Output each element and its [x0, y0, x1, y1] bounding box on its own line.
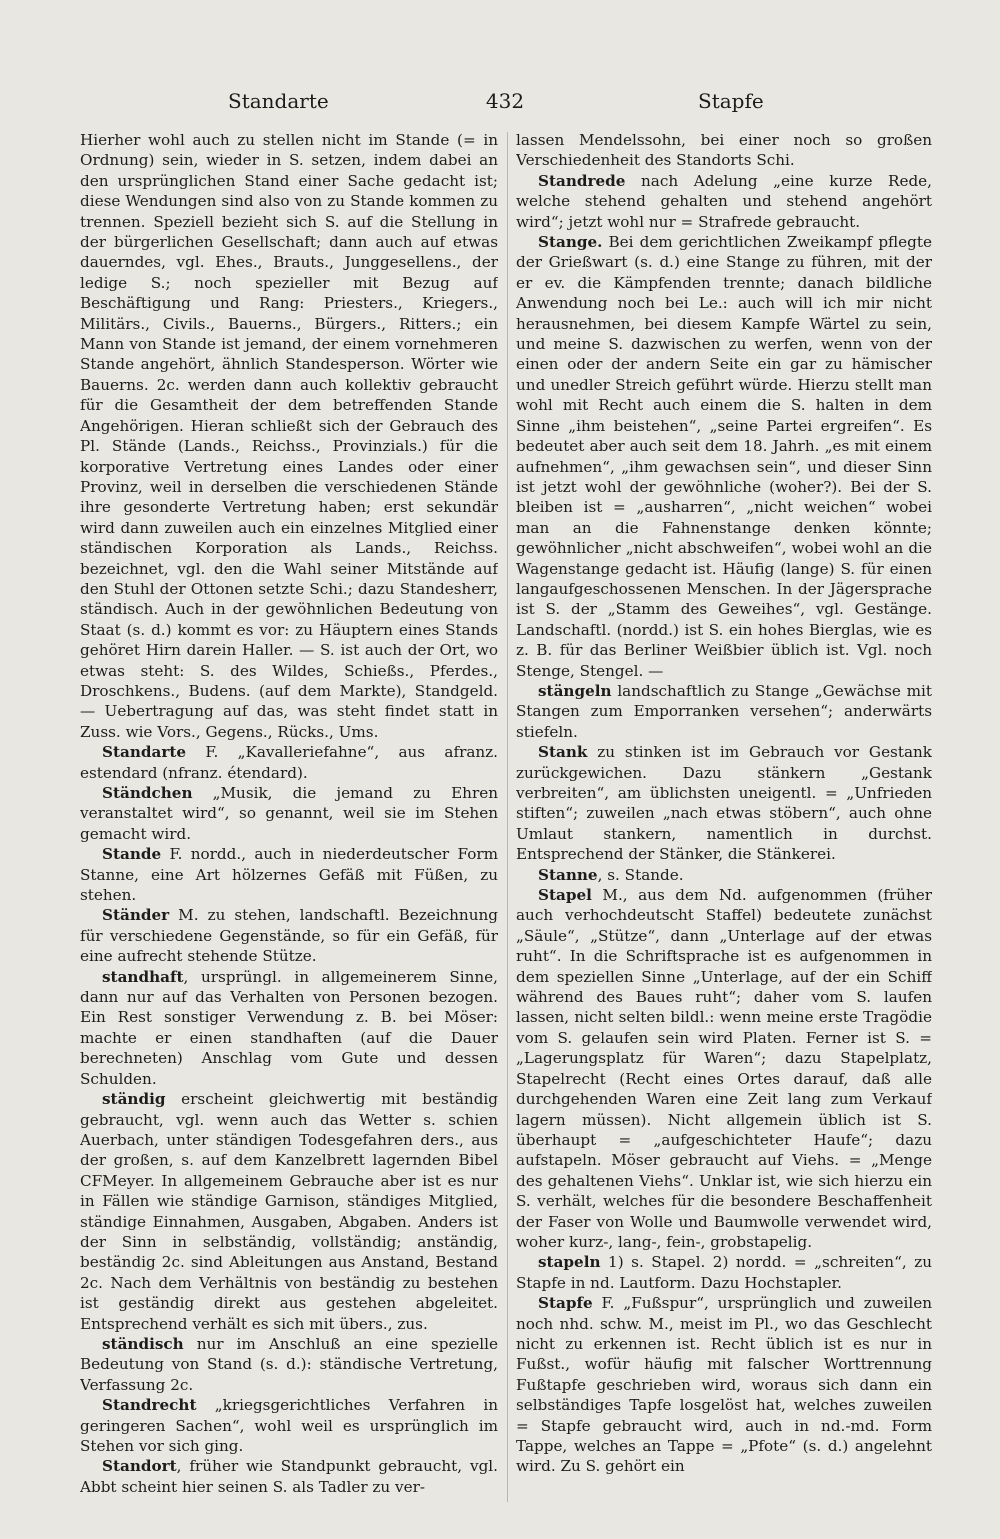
dictionary-entry: [80, 905, 498, 966]
dictionary-entry: [516, 1252, 932, 1293]
dictionary-entry: [516, 1293, 932, 1477]
entry-lemma: Ständchen: [102, 784, 193, 802]
entry-text: Hierher wohl auch zu stellen nicht im Stande (= in Ordnung) sein, wieder in S. setzen, indem dabei an den ursprünglichen Stand einer Sache gedacht ist; diese Wendungen sind also von zu Stande kommen zu trennen. Speziell bezieht sich S. auf die Stellung in der bürgerlichen Gesellschaft; dann auch auf etwas dauerndes, vgl. Ehes., Brauts., Junggesellens., der ledige S.; noch spezieller mit Bezug auf Beschäftigung und Rang: Priesters., Kriegers., Militärs., Civils., Bauerns., Bürgers., Ritters.; ein Mann von Stande ist jemand, der einem vornehmeren Stande angehört, ähnlich Standesperson. Wörter wie Bauerns. 2c. werden dann auch kollektiv gebraucht für die Gesamtheit der dem betreffenden Stande Angehörigen. Hieran schließt sich der Gebrauch des Pl. Stände (Lands., Reichss., Provinzials.) für die korporative Vertretung eines Landes oder einer Provinz, weil in derselben die verschiedenen Stände ihre gesonderte Vertretung haben; erst sekundär wird dann zuweilen auch ein einzelnes Mitglied einer ständischen Korporation als Lands., Reichss. bezeichnet, vgl. den die Wahl seiner Mitstände auf den Stuhl der Ottonen setzte Schi.; dazu Standesherr, ständisch. Auch in der gewöhnlichen Bedeutung von Staat (s. d.) kommt es vor: zu Häuptern eines Stands gehöret Hirn darein Haller. — S. ist auch der Ort, wo etwas steht: S. des Wildes, Schießs., Pferdes., Droschkens., Budens. (auf dem Markte), Standgeld. — Uebertragung auf das, was steht findet statt in Zuss. wie Vors., Gegens., Rücks., Ums.: [80, 131, 498, 741]
entry-lemma: Standrede: [538, 171, 626, 190]
column-divider: [507, 132, 508, 1502]
entry-lemma: ständig: [102, 1090, 166, 1109]
dictionary-entry: [516, 232, 932, 681]
right-column: [516, 130, 932, 1505]
dictionary-entry: [516, 681, 932, 742]
entry-text: F. nordd., auch in niederdeutscher Form Stanne, eine Art hölzernes Gefäß mit Füßen, zu stehen.: [80, 845, 498, 905]
dictionary-entry: [80, 1334, 498, 1395]
entry-text: M. zu stehen, landschaftl. Bezeichnung für verschiedene Gegenstände, so für ein Gefäß, für eine aufrecht stehende Stütze.: [80, 906, 498, 966]
entry-text: Bei dem gerichtlichen Zweikampf pflegte der Grießwart (s. d.) eine Stange zu führen, mit der er ev. die Kämpfenden trennte; danach bildliche Anwendung noch bei Le.: auch will ich mir nicht herausnehmen, bei diesem Kampfe Wärtel zu sein, und meine S. dazwischen zu werfen, wenn von der einen oder der andern Seite ein gar zu hämischer und unedler Streich geführt würde. Hierzu stellt man wohl mit Recht auch einem die S. halten in dem Sinne „ihm beistehen“, „seine Partei ergreifen“. Es bedeutet aber auch seit dem 18. Jahrh. „es mit einem aufnehmen“, „ihm gewachsen sein“, und dieser Sinn ist jetzt wohl der gewöhnliche (woher?). Bei der S. bleiben ist = „ausharren“, „nicht weichen“ wobei man an die Fahnenstange denken könnte; gewöhnlicher „nicht abschweifen“, wobei wohl an die Wagenstange gedacht ist. Häufig (lange) S. für einen langaufgeschossenen Menschen. In der Jägersprache ist S. der „Stamm des Geweihes“, vgl. Gestänge. Landschaftl. (nordd.) ist S. ein hohes Bierglas, wie es z. B. für das Berliner Weißbier üblich ist. Vgl. noch Stenge, Stengel. —: [516, 233, 932, 680]
header-right-keyword: Stapfe: [698, 89, 764, 113]
entry-lemma: Stapfe: [538, 1294, 593, 1313]
dictionary-entry: [516, 885, 932, 1252]
entry-text: erscheint gleichwertig mit beständig gebraucht, vgl. wenn auch das Wetter s. schien Auerbach, unter ständigen Todesgefahren ders., aus der großen, s. auf dem Kanzelbrett lagernden Bibel CFMeyer. In allgemeinem Gebrauche aber ist es nur in Fällen wie ständige Garnison, ständiges Mitglied, ständige Einnahmen, Ausgaben, Abgaben. Anders ist der Sinn in selbständig, vollständig; anständig, beständig 2c. sind Ableitungen aus Anstand, Bestand 2c. Nach dem Verhältnis von beständig zu bestehen ist geständig direkt aus gestehen abgeleitet. Entsprechend verhält es sich mit übers., zus.: [80, 1090, 498, 1333]
entry-text: landschaftlich zu Stange „Gewächse mit Stangen zum Emporranken versehen“; anderwärts stiefeln.: [516, 681, 932, 741]
dictionary-entry: [516, 865, 932, 885]
entry-text: „kriegsgerichtliches Verfahren in geringeren Sachen“, wohl weil es ursprünglich im Stehen vor sich ging.: [80, 1396, 498, 1455]
entry-lemma: ständisch: [102, 1334, 184, 1353]
entry-text: lassen Mendelssohn, bei einer noch so großen Verschiedenheit des Standorts Schi.: [516, 131, 932, 170]
entry-text: F. „Kavalleriefahne“, aus afranz. estendard (nfranz. étendard).: [80, 743, 498, 782]
entry-lemma: Standrecht: [102, 1396, 197, 1415]
dictionary-entry: [80, 130, 498, 742]
entry-text: „Musik, die jemand zu Ehren veranstaltet wird“, so genannt, weil sie im Stehen gemacht wird.: [80, 784, 498, 843]
entry-lemma: Standarte: [102, 743, 187, 762]
entry-lemma: stängeln: [538, 681, 612, 700]
page-number: 432: [485, 89, 525, 113]
left-column: [80, 130, 498, 1505]
dictionary-entry: [80, 1456, 498, 1497]
entry-lemma: Stanne: [538, 865, 598, 884]
entry-lemma: Standort: [102, 1457, 177, 1476]
dictionary-entry: [516, 171, 932, 232]
entry-text: nach Adelung „eine kurze Rede, welche stehend gehalten und stehend angehört wird“; jetzt wohl nur = Strafrede gebraucht.: [516, 171, 932, 231]
entry-lemma: Stange.: [538, 233, 603, 252]
entry-lemma: Stande: [102, 845, 162, 864]
dictionary-entry: [80, 1089, 498, 1334]
entry-text: F. „Fußspur“, ursprünglich und zuweilen noch nhd. schw. M., meist im Pl., wo das Geschlecht nicht zu erkennen ist. Recht üblich ist es nur in Fußst., wofür häufig mit falscher Worttrennung Fußtapfe geschrieben wird, woraus sich dann ein selbständiges Tapfe losgelöst hat, welches zuweilen = Stapfe gebraucht wird, auch in nd.-md. Form Tappe, welches an Tappe = „Pfote“ (s. d.) angelehnt wird. Zu S. gehört ein: [516, 1294, 932, 1476]
entry-text: M., aus dem Nd. aufgenommen (früher auch verhochdeutscht Staffel) bedeutete zunächst „Säule“, „Stütze“, dann „Unterlage auf der etwas ruht“. In die Schriftsprache ist es aufgenommen in dem speziellen Sinne „Unterlage, auf der ein Schiff während des Baues ruht“; daher vom S. laufen lassen, nicht selten bildl.: wenn meine erste Tragödie vom S. gelaufen sein wird Platen. Ferner ist S. = „Lagerungsplatz für Waren“; dazu Stapelplatz, Stapelrecht (Recht eines Ortes darauf, daß alle durchgehenden Waren eine Zeit lang zum Verkauf lagern müssen). Nicht allgemein üblich ist S. überhaupt = „aufgeschichteter Haufe“; dazu aufstapeln. Möser gebraucht auf Viehs. = „Menge des gehaltenen Viehs“. Unklar ist, wie sich hierzu ein S. verhält, welches für die besondere Beschaffenheit der Faser von Wolle und Baumwolle verwendet wird, woher kurz-, lang-, fein-, grobstapelig.: [516, 886, 932, 1251]
entry-text: zu stinken ist im Gebrauch vor Gestank zurückgewichen. Dazu stänkern „Gestank verbreiten“, am üblichsten uneigentl. = „Unfrieden stiften“; zuweilen „nach etwas stöbern“, auch ohne Umlaut stankern, namentlich in durchst. Entsprechend der Stänker, die Stänkerei.: [516, 743, 932, 864]
dictionary-entry: [80, 967, 498, 1089]
entry-lemma: stapeln: [538, 1253, 601, 1272]
entry-lemma: standhaft: [102, 967, 184, 986]
dictionary-entry: [80, 844, 498, 905]
dictionary-entry: [516, 742, 932, 864]
dictionary-entry: [80, 742, 498, 783]
entry-lemma: Ständer: [102, 906, 170, 925]
header-left-keyword: Standarte: [228, 89, 329, 113]
entry-text: , s. Stande.: [597, 865, 684, 884]
dictionary-entry: [80, 1395, 498, 1456]
entry-text: , ursprüngl. in allgemeinerem Sinne, dann nur auf das Verhalten von Personen bezogen. Ein Rest sonstiger Verwendung z. B. bei Möser: machte er einen standhaften (auf die Dauer berechneten) Anschlag vom Gute und dessen Schulden.: [80, 967, 498, 1088]
dictionary-entry: [80, 783, 498, 844]
entry-text: nur im Anschluß an eine spezielle Bedeutung von Stand (s. d.): ständische Vertretung, Verfassung 2c.: [80, 1334, 498, 1394]
entry-lemma: Stank: [538, 743, 588, 762]
running-head: [80, 88, 930, 114]
entry-text: , früher wie Standpunkt gebraucht, vgl. Abbt scheint hier seinen S. als Tadler zu ver-: [80, 1457, 498, 1496]
entry-text: 1) s. Stapel. 2) nordd. = „schreiten“, zu Stapfe in nd. Lautform. Dazu Hochstapler.: [516, 1253, 932, 1292]
entry-lemma: Stapel: [538, 886, 592, 905]
dictionary-entry: [516, 130, 932, 171]
